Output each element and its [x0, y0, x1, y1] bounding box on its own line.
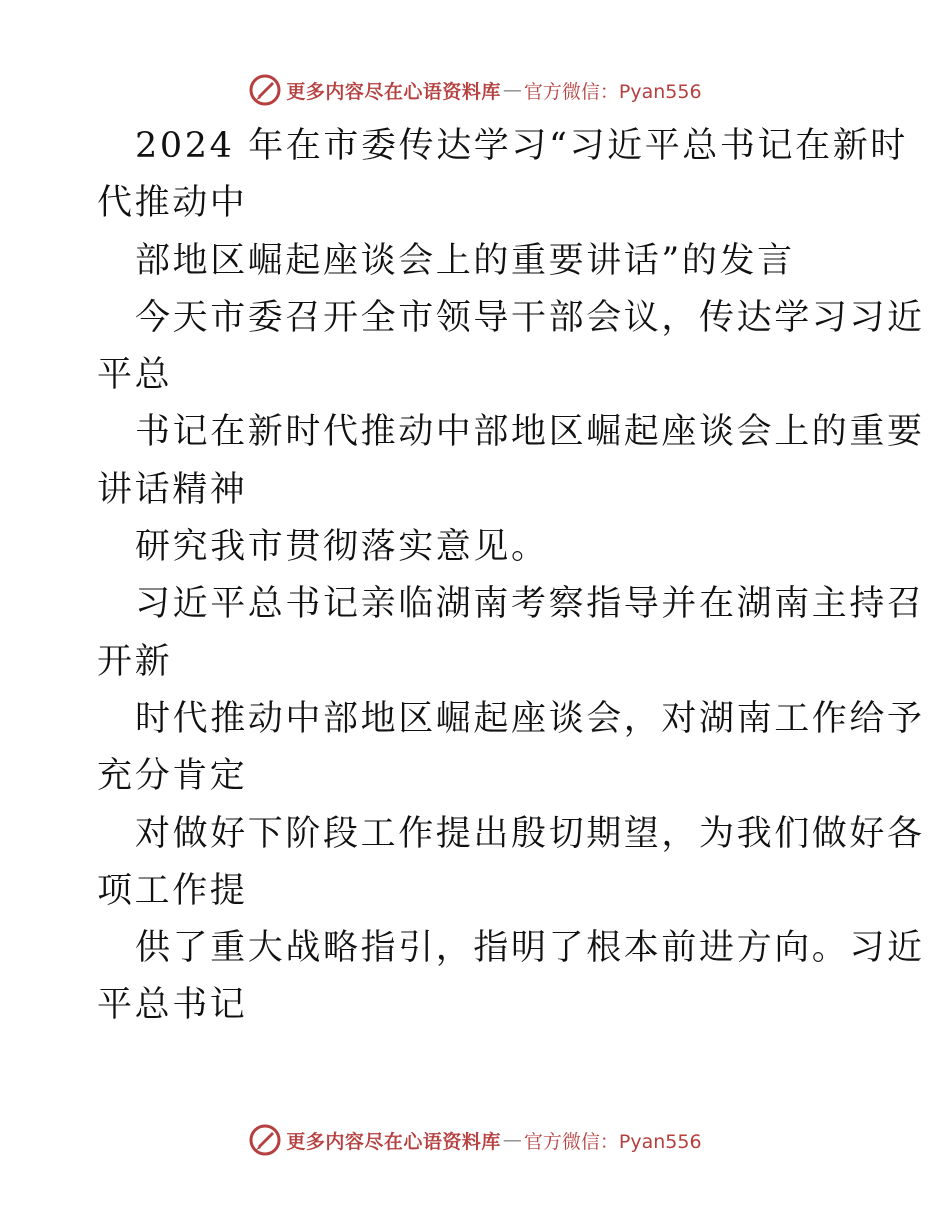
logo-icon [248, 73, 282, 107]
header-banner [0, 70, 950, 110]
text-line: 书记在新时代推动中部地区崛起座谈会上的重要 [135, 412, 925, 453]
footer-banner-text: 更多内容尽在心语资料库 [286, 1130, 501, 1153]
text-line: 时代推动中部地区崛起座谈会，对湖南工作给予 [135, 698, 925, 739]
header-banner-separator: — [502, 79, 522, 101]
text-line: 2024 年在市委传达学习“习近平总书记在新时 [135, 126, 908, 166]
header-banner-text: 更多内容尽在心语资料库 [286, 80, 501, 103]
text-line: 今天市委召开全市领导干部会议，传达学习习近 [135, 297, 925, 338]
text-line: 讲话精神 [97, 469, 248, 510]
text-line: 供了重大战略指引，指明了根本前进方向。习近 [135, 928, 925, 969]
text-line: 代推动中 [97, 183, 248, 224]
logo-icon [248, 1123, 282, 1157]
text-line: 研究我市贯彻落实意见。 [135, 527, 549, 568]
footer-banner-contact: 官方微信：Pyan556 [523, 1130, 702, 1153]
text-line: 对做好下阶段工作提出殷切期望，为我们做好各 [135, 813, 925, 854]
text-line: 充分肯定 [97, 756, 248, 797]
text-line: 平总 [97, 355, 173, 396]
text-line: 开新 [97, 641, 173, 682]
document-body [97, 118, 925, 1035]
text-line: 项工作提 [97, 870, 248, 911]
text-line: 平总书记 [97, 985, 248, 1026]
footer-banner-separator: — [502, 1129, 522, 1151]
footer-banner [0, 1120, 950, 1160]
text-line: 部地区崛起座谈会上的重要讲话”的发言 [135, 240, 795, 281]
header-banner-contact: 官方微信：Pyan556 [523, 80, 702, 103]
text-line: 习近平总书记亲临湖南考察指导并在湖南主持召 [135, 584, 925, 625]
